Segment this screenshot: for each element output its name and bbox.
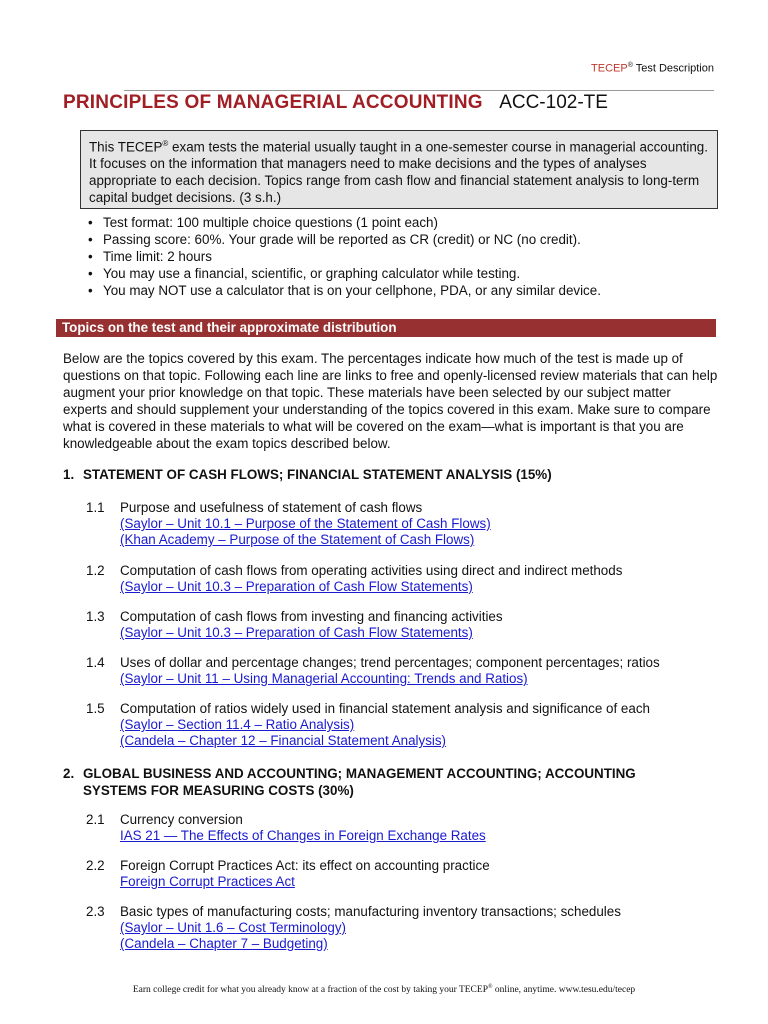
resource-link[interactable]: (Candela – Chapter 12 – Financial Statement Analysis) bbox=[120, 733, 447, 748]
footer-reg: ® bbox=[487, 984, 493, 990]
topic-number: 1.5 bbox=[86, 701, 105, 716]
topic-text: Computation of ratios widely used in financial statement analysis and significance of each bbox=[120, 701, 650, 716]
topic-item-1-4 bbox=[86, 655, 706, 687]
footer-text: Earn college credit for what you already know at a fraction of the cost by taking your TECEP bbox=[132, 985, 488, 996]
resource-link[interactable]: (Saylor – Unit 11 – Using Managerial Accounting: Trends and Ratios) bbox=[120, 671, 528, 686]
section-heading-1 bbox=[63, 466, 703, 483]
page-footer bbox=[0, 984, 768, 995]
section-band: Topics on the test and their approximate distribution bbox=[56, 319, 716, 337]
topic-text: Purpose and usefulness of statement of cash flows bbox=[120, 500, 423, 515]
resource-link[interactable]: (Saylor – Unit 10.3 – Preparation of Cash Flow Statements) bbox=[120, 625, 473, 640]
list-item-continuation bbox=[84, 282, 714, 299]
section-number: 2. bbox=[63, 766, 75, 781]
summary-reg: ® bbox=[162, 139, 169, 148]
header-rule bbox=[124, 90, 714, 91]
resource-link[interactable]: (Khan Academy – Purpose of the Statement of Cash Flows) bbox=[120, 532, 475, 547]
resource-link[interactable]: (Saylor – Section 11.4 – Ratio Analysis) bbox=[120, 717, 355, 732]
topic-number: 1.4 bbox=[86, 655, 105, 670]
summary-box bbox=[80, 130, 718, 209]
topic-number: 2.3 bbox=[86, 904, 105, 919]
topic-text: Computation of cash flows from operating activities using direct and indirect methods bbox=[120, 563, 623, 578]
header-brand: TECEP bbox=[591, 62, 628, 75]
page-title bbox=[63, 92, 608, 114]
section-title: STATEMENT OF CASH FLOWS; FINANCIAL STATEMENT ANALYSIS (15%) bbox=[83, 467, 552, 482]
resource-link[interactable]: Foreign Corrupt Practices Act bbox=[120, 874, 295, 889]
topic-number: 1.1 bbox=[86, 500, 105, 515]
topic-number: 1.3 bbox=[86, 609, 105, 624]
section-title: GLOBAL BUSINESS AND ACCOUNTING; MANAGEMENT ACCOUNTING; ACCOUNTING SYSTEMS FOR MEASURING COSTS (30%) bbox=[83, 766, 636, 798]
section-number: 1. bbox=[63, 467, 75, 482]
topic-number: 2.2 bbox=[86, 858, 105, 873]
topic-item-2-1 bbox=[86, 812, 706, 844]
list-item: • Passing score: 60%. Your grade will be reported as CR (credit) or NC (no credit). bbox=[84, 231, 714, 248]
summary-text: exam tests the material usually taught in a one-semester course in managerial accounting. It focuses on the information that managers need to make decisions and the types of analyses appropriate to each decision. Topics range from cash flow and financial statement analysis to long-term capital budget decisions. (3 s.h.) bbox=[89, 139, 708, 206]
resource-link[interactable]: (Saylor – Unit 1.6 – Cost Terminology) bbox=[120, 920, 346, 935]
topic-number: 2.1 bbox=[86, 812, 105, 827]
resource-link[interactable]: (Saylor – Unit 10.3 – Preparation of Cash Flow Statements) bbox=[120, 579, 473, 594]
topic-item-1-5 bbox=[86, 701, 706, 749]
section-heading-2 bbox=[63, 765, 703, 799]
summary-lead: This TECEP bbox=[89, 139, 163, 155]
footer-text-end: online, anytime. www.tesu.edu/tecep bbox=[492, 985, 636, 996]
header-label: Test Description bbox=[635, 62, 714, 75]
topic-text: Currency conversion bbox=[120, 812, 243, 827]
list-item-text: You may NOT use a calculator that is on your cellphone, PDA, or any similar device. bbox=[103, 283, 601, 298]
course-code: ACC-102-TE bbox=[499, 92, 608, 113]
resource-link[interactable]: (Candela – Chapter 7 – Budgeting) bbox=[120, 936, 328, 951]
page-header bbox=[0, 62, 714, 75]
list-item: • Time limit: 2 hours bbox=[84, 248, 714, 265]
topic-text: Foreign Corrupt Practices Act: its effect on accounting practice bbox=[120, 858, 490, 873]
course-name: PRINCIPLES OF MANAGERIAL ACCOUNTING bbox=[63, 92, 483, 113]
intro-paragraph: Below are the topics covered by this exam. The percentages indicate how much of the test is made up of questions on that topic. Following each line are links to free and openly-licensed review materials that can help augment your prior knowledge on that topic. These materials have been selected by our subject matter experts and should supplement your understanding of the topics covered in this exam. Make sure to compare what is covered in these materials to what will be covered on the exam—what is important is that you are knowledgeable about the exam topics described below. bbox=[63, 351, 718, 451]
resource-link[interactable]: (Saylor – Unit 10.1 – Purpose of the Statement of Cash Flows) bbox=[120, 516, 491, 531]
exam-info-list bbox=[84, 214, 714, 299]
topic-text: Basic types of manufacturing costs; manufacturing inventory transactions; schedules bbox=[120, 904, 621, 919]
topic-item-2-3 bbox=[86, 904, 706, 952]
topic-item-2-2 bbox=[86, 858, 706, 890]
list-item: • You may use a financial, scientific, or graphing calculator while testing. bbox=[84, 265, 714, 282]
topic-number: 1.2 bbox=[86, 563, 105, 578]
topic-item-1-2 bbox=[86, 563, 706, 595]
list-item: • Test format: 100 multiple choice questions (1 point each) bbox=[84, 214, 714, 231]
topic-item-1-3 bbox=[86, 609, 706, 641]
topic-text: Computation of cash flows from investing and financing activities bbox=[120, 609, 503, 624]
header-reg: ® bbox=[627, 62, 633, 69]
resource-link[interactable]: IAS 21 — The Effects of Changes in Foreign Exchange Rates bbox=[120, 828, 486, 843]
topic-item-1-1 bbox=[86, 500, 706, 548]
topic-text: Uses of dollar and percentage changes; trend percentages; component percentages; ratios bbox=[120, 655, 660, 670]
